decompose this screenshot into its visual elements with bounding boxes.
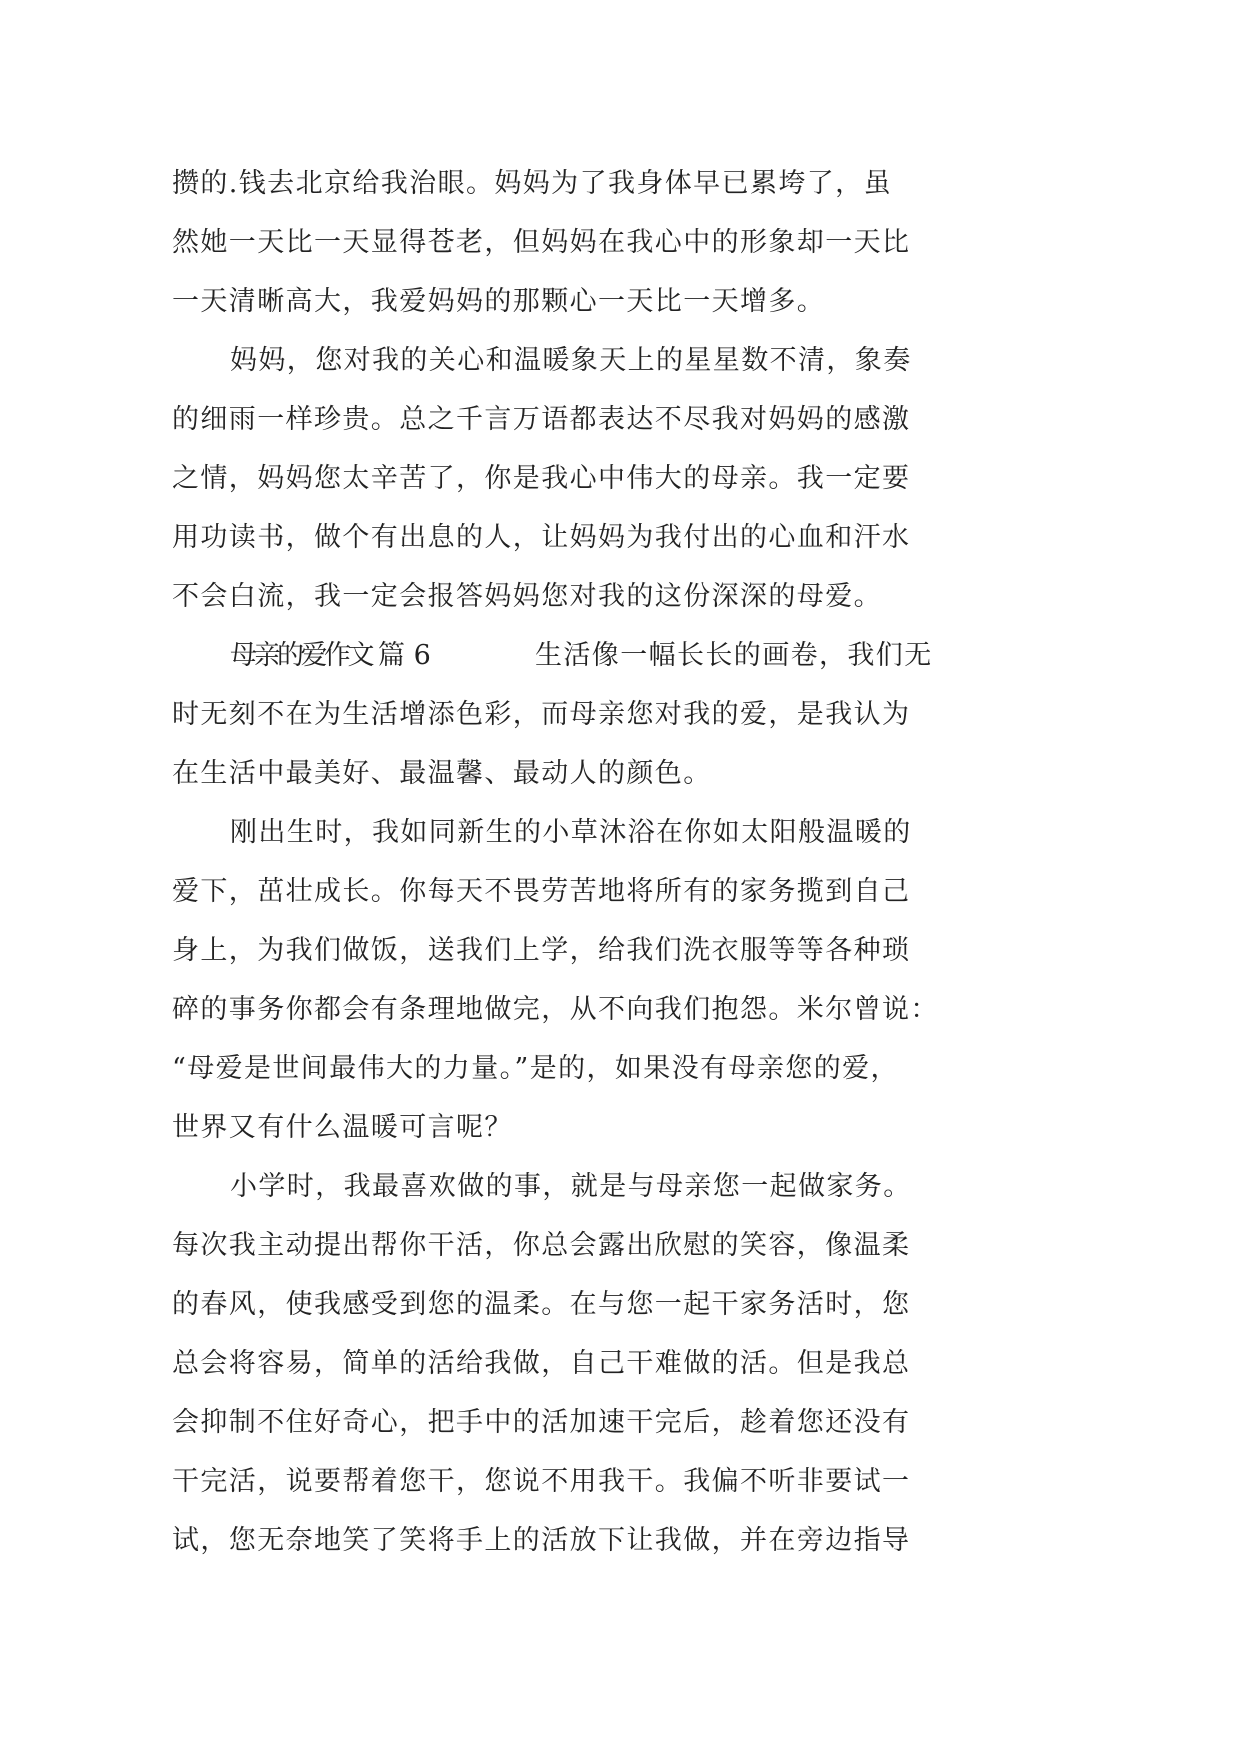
text-line: 会抑制不住好奇心，把手中的活加速干完后，趁着您还没有 bbox=[172, 1407, 911, 1438]
text-line: “母爱是世间最伟大的力量。”是的，如果没有母亲您的爱， bbox=[172, 1053, 899, 1084]
section-heading-line bbox=[172, 626, 992, 685]
text-line: 生活像一幅长长的画卷，我们无 bbox=[535, 640, 933, 671]
text-line: 总会将容易，简单的活给我做，自己干难做的活。但是我总 bbox=[172, 1348, 911, 1379]
paragraph bbox=[172, 1157, 992, 1570]
text-line: 妈妈，您对我的关心和温暖象天上的星星数不清，象奏 bbox=[230, 345, 912, 376]
text-line: 每次我主动提出帮你干活，你总会露出欣慰的笑容，像温柔 bbox=[172, 1230, 911, 1261]
essay-title: 母亲的爱作文 bbox=[230, 640, 371, 671]
text-body bbox=[172, 154, 992, 1570]
text-line: 刚出生时，我如同新生的小草沐浴在你如太阳般温暖的 bbox=[230, 817, 912, 848]
text-line: 碎的事务你都会有条理地做完，从不向我们抱怨。米尔曾说： bbox=[172, 994, 939, 1025]
text-line: 的细雨一样珍贵。总之千言万语都表达不尽我对妈妈的感激 bbox=[172, 404, 911, 435]
text-line: 之情，妈妈您太辛苦了，你是我心中伟大的母亲。我一定要 bbox=[172, 463, 911, 494]
text-line: 的春风，使我感受到您的温柔。在与您一起干家务活时，您 bbox=[172, 1289, 911, 1320]
section-number: 篇 6 bbox=[378, 640, 431, 671]
text-line: 不会白流，我一定会报答妈妈您对我的这份深深的母爱。 bbox=[172, 581, 882, 612]
text-line: 小学时，我最喜欢做的事，就是与母亲您一起做家务。 bbox=[230, 1171, 912, 1202]
paragraph bbox=[172, 331, 992, 626]
text-line: 在生活中最美好、最温馨、最动人的颜色。 bbox=[172, 758, 712, 789]
paragraph bbox=[172, 154, 992, 331]
text-line: 攒的.钱去北京给我治眼。妈妈为了我身体早已累垮了，虽 bbox=[172, 168, 892, 199]
paragraph bbox=[172, 803, 992, 1157]
text-line: 干完活，说要帮着您干，您说不用我干。我偏不听非要试一 bbox=[172, 1466, 911, 1497]
text-line: 时无刻不在为生活增添色彩，而母亲您对我的爱，是我认为 bbox=[172, 699, 911, 730]
text-line: 爱下，茁壮成长。你每天不畏劳苦地将所有的家务揽到自己 bbox=[172, 876, 911, 907]
text-line: 用功读书，做个有出息的人，让妈妈为我付出的心血和汗水 bbox=[172, 522, 911, 553]
text-line: 身上，为我们做饭，送我们上学，给我们洗衣服等等各种琐 bbox=[172, 935, 911, 966]
text-line: 一天清晰高大，我爱妈妈的那颗心一天比一天增多。 bbox=[172, 286, 826, 317]
text-line: 试，您无奈地笑了笑将手上的活放下让我做，并在旁边指导 bbox=[172, 1525, 911, 1556]
paragraph bbox=[172, 626, 992, 803]
text-line: 然她一天比一天显得苍老，但妈妈在我心中的形象却一天比 bbox=[172, 227, 911, 258]
text-line: 世界又有什么温暖可言呢？ bbox=[172, 1112, 513, 1143]
